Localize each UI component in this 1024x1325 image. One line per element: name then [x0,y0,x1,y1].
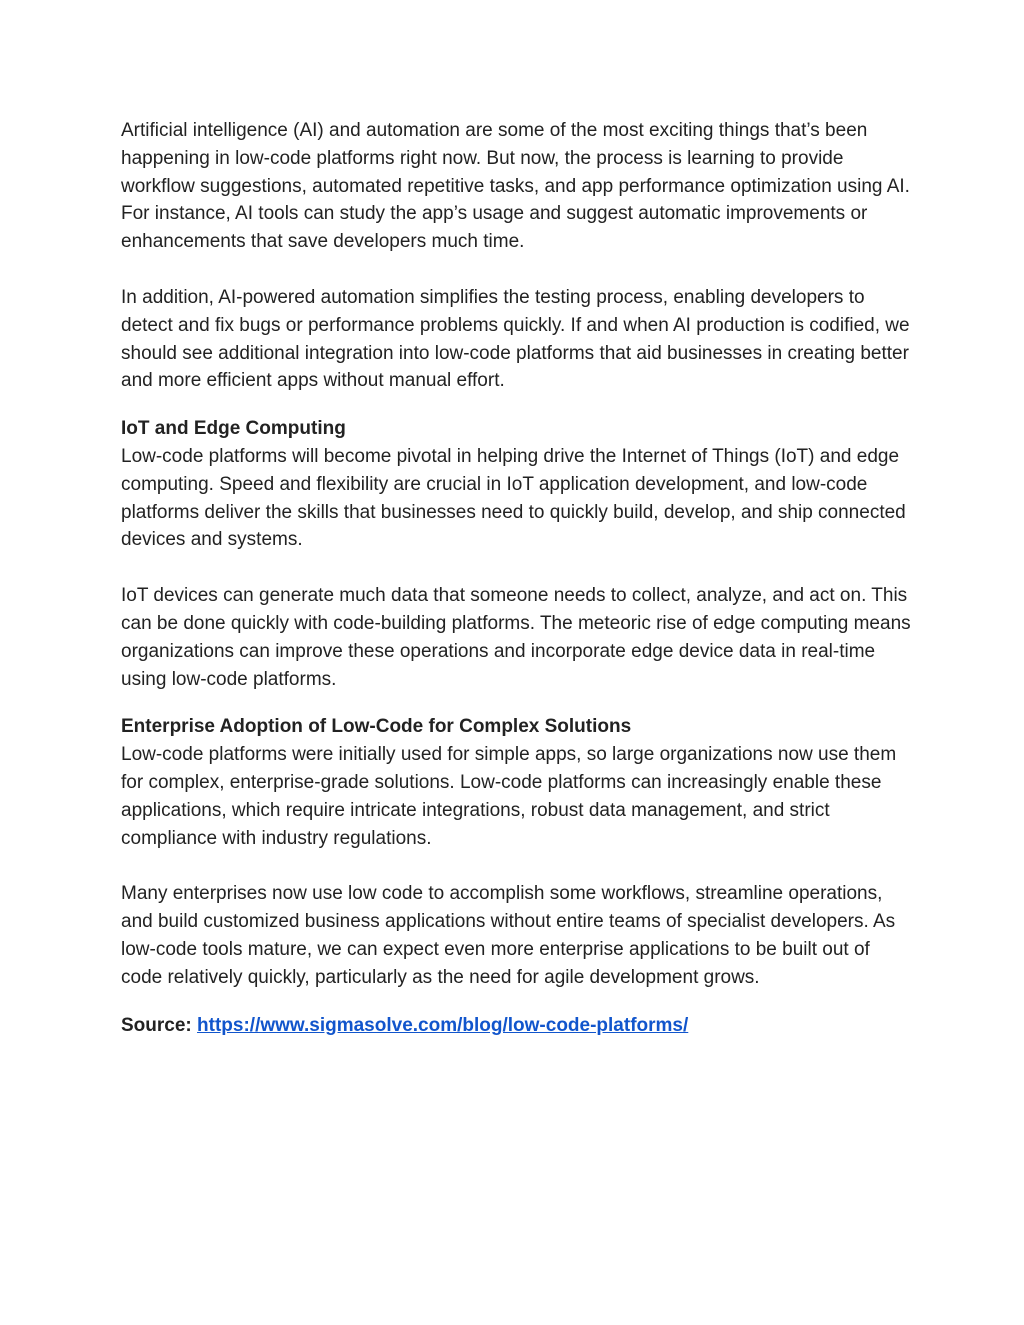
iot-heading: IoT and Edge Computing [121,418,346,440]
enterprise-paragraph-2: Many enterprises now use low code to accomplish some workflows, streamline operations, and build customized business applications without entire teams of specialist developers. As low-code tools mature, we can expect even more enterprise applications to be built out of code relatively quickly, particularly as the need for agile development grows. [121,883,896,988]
source-line [121,1012,911,1040]
ai-paragraph-2: In addition, AI-powered automation simplifies the testing process, enabling developers to detect and fix bugs or performance problems quickly. If and when AI production is codified, we should see additional integration into low-code platforms that aid businesses in creating better and more efficient apps without manual effort. [121,286,910,392]
ai-paragraph-1: Artificial intelligence (AI) and automation are some of the most exciting things that’s been happening in low-code platforms right now. But now, the process is learning to provide workflow suggestions, automated repetitive tasks, and app performance optimization using AI. For instance, AI tools can study the app’s usage and suggest automatic improvements or enhancements that save developers much time. [121,120,910,253]
source-link[interactable]: https://www.sigmasolve.com/blog/low-code-platforms/ [197,1014,689,1036]
section-spacer [121,395,911,415]
paragraph-spacer [121,554,911,582]
paragraph-spacer [121,852,911,880]
section-spacer [121,992,911,1012]
paragraph-spacer [121,256,911,284]
document-page [121,117,911,1039]
enterprise-heading: Enterprise Adoption of Low-Code for Complex Solutions [121,716,632,738]
source-label: Source: [121,1014,192,1036]
iot-paragraph-2: IoT devices can generate much data that someone needs to collect, analyze, and act on. This can be done quickly with code-building platforms. The meteoric rise of edge computing means organizations can improve these operations and incorporate edge device data in real-time using low-code platforms. [121,585,911,690]
enterprise-paragraph-1: Low-code platforms were initially used for simple apps, so large organizations now use them for complex, enterprise-grade solutions. Low-code platforms can increasingly enable these applications, which require intricate integrations, robust data management, and strict compliance with industry regulations. [121,744,897,849]
iot-paragraph-1: Low-code platforms will become pivotal in helping drive the Internet of Things (IoT) and edge computing. Speed and flexibility are crucial in IoT application development, and low-code platforms deliver the skills that businesses need to quickly build, develop, and ship connected devices and systems. [121,445,906,551]
section-spacer [121,693,911,713]
